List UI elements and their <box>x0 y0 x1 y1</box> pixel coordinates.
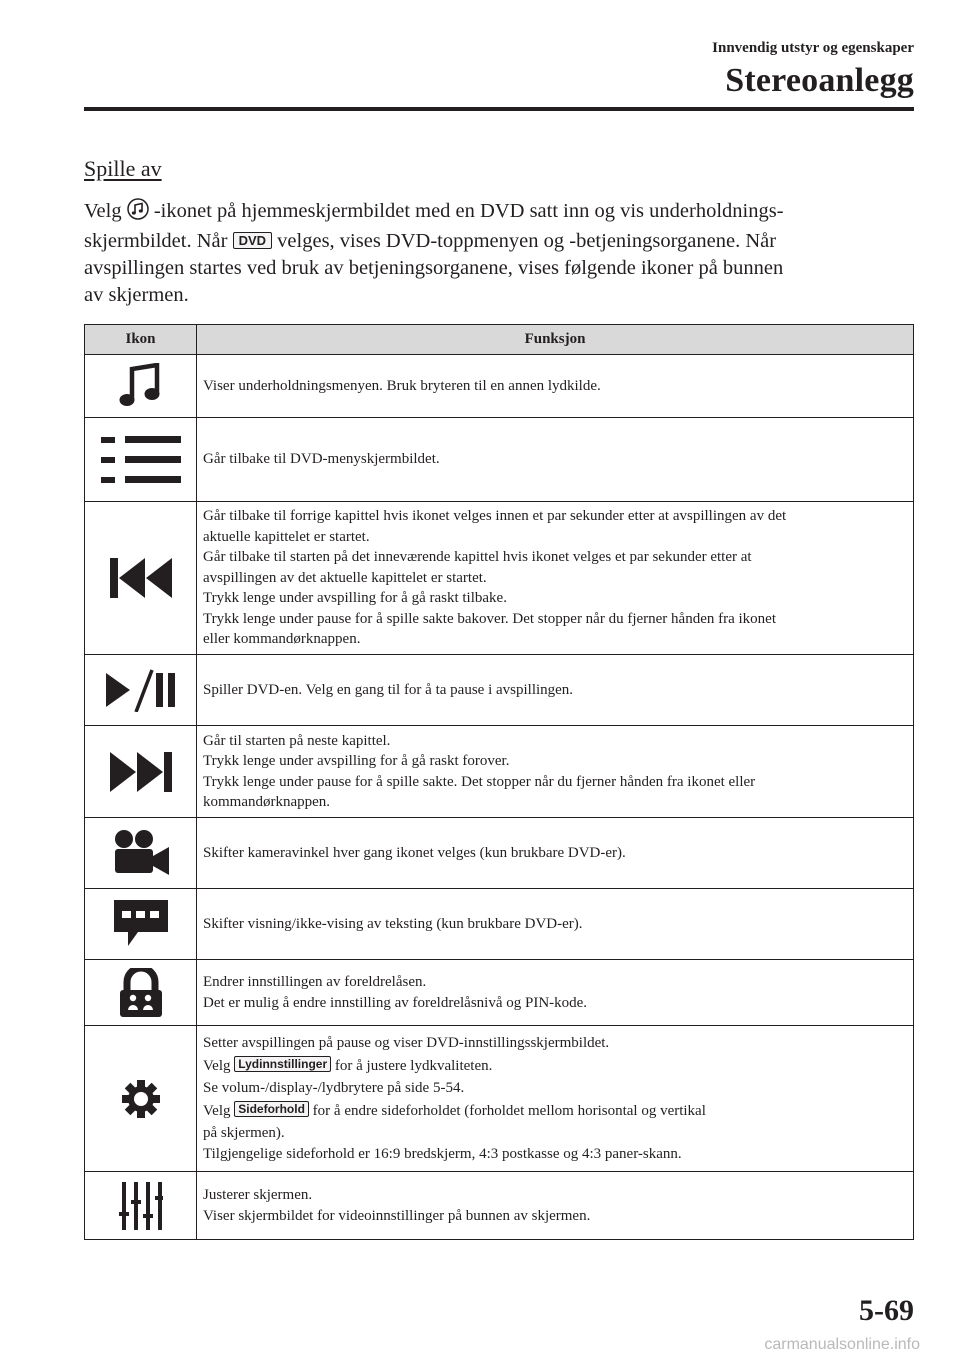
row-text: Trykk lenge under pause for å spille sakte bakover. Det stopper når du fjerner hånden fra ikonet <box>203 610 777 627</box>
intro-paragraph <box>84 198 884 309</box>
row-text: Se volum-/display-/lydbrytere på side 5-54. <box>203 1080 465 1096</box>
music-note-inline-icon <box>127 198 149 228</box>
table-row <box>85 502 914 655</box>
table-row <box>85 355 914 418</box>
row-text: Går tilbake til DVD-menyskjermbildet. <box>203 451 440 468</box>
row-text: Trykk lenge under avspilling for å gå raskt tilbake. <box>203 590 507 607</box>
row-text: Viser underholdningsmenyen. Bruk bryteren til en annen lydkilde. <box>203 377 601 394</box>
table-row <box>85 1026 914 1172</box>
function-table <box>84 324 914 1240</box>
camera-angle-icon <box>85 829 196 877</box>
row-text: eller kommandørknappen. <box>203 631 361 648</box>
row-text: Skifter kameravinkel hver gang ikonet velges (kun brukbare DVD-er). <box>203 844 626 861</box>
play-pause-icon <box>85 668 196 712</box>
intro-line-4: av skjermen. <box>84 284 189 306</box>
section-title: Spille av <box>84 156 162 181</box>
row-text: Går til starten på neste kapittel. <box>203 732 391 749</box>
row-text: kommandørknappen. <box>203 794 331 810</box>
dvd-key: DVD <box>233 232 272 249</box>
equalizer-icon <box>85 1182 196 1230</box>
col-icon-header: Ikon <box>85 325 197 355</box>
row-text: Justerer skjermen. <box>203 1187 313 1203</box>
sideforhold-key: Sideforhold <box>234 1101 309 1117</box>
table-row <box>85 960 914 1026</box>
row-text: Skifter visning/ikke-vising av teksting (kun brukbare DVD-er). <box>203 915 583 932</box>
music-note-icon <box>85 363 196 409</box>
parental-lock-icon <box>85 968 196 1018</box>
intro-line-1: Velg -ikonet på hjemmeskjermbildet med en DVD satt inn og vis underholdnings- <box>84 198 884 228</box>
table-row <box>85 818 914 889</box>
row-text: Velg Lydinnstillinger for å justere lydkvaliteten. <box>203 1056 493 1074</box>
table-row <box>85 655 914 726</box>
row-text: Spiller DVD-en. Velg en gang til for å ta pause i avspillingen. <box>203 681 574 698</box>
table-row <box>85 889 914 960</box>
row-text: Det er mulig å endre innstilling av foreldrelåsnivå og PIN-kode. <box>203 994 588 1011</box>
row-text: på skjermen). <box>203 1125 285 1141</box>
subtitle-icon <box>85 898 196 950</box>
table-row <box>85 726 914 818</box>
row-text: Setter avspillingen på pause og viser DVD-innstillingsskjermbildet. <box>203 1035 610 1051</box>
row-text: Trykk lenge under pause for å spille sakte. Det stopper når du fjerner hånden fra ikonet eller <box>203 773 756 790</box>
row-text: avspillingen av det aktuelle kapittelet er startet. <box>203 569 487 586</box>
header-title: Stereoanlegg <box>725 62 914 99</box>
row-text: Går tilbake til forrige kapittel hvis ikonet velges innen et par sekunder etter at avspillingen av det <box>203 508 787 525</box>
page-number: 5-69 <box>859 1294 914 1327</box>
table-row <box>85 418 914 502</box>
table-row <box>85 1172 914 1240</box>
col-function-header: Funksjon <box>197 325 914 355</box>
header-subtitle: Innvendig utstyr og egenskaper <box>712 40 914 56</box>
skip-forward-icon <box>85 752 196 792</box>
row-text: Velg Sideforhold for å endre sideforholdet (forholdet mellom horisontal og vertikal <box>203 1101 706 1119</box>
skip-back-icon <box>85 558 196 598</box>
row-text: aktuelle kapittelet er startet. <box>203 528 370 545</box>
intro-line-3: avspillingen startes ved bruk av betjeningsorganene, vises følgende ikoner på bunnen <box>84 257 784 279</box>
row-text: Går tilbake til starten på det inneværende kapittel hvis ikonet velges et par sekunder etter at <box>203 549 752 566</box>
watermark: carmanualsonline.info <box>764 1336 920 1353</box>
row-text: Tilgjengelige sideforhold er 16:9 bredskjerm, 4:3 postkasse og 4:3 paner-skann. <box>203 1145 682 1162</box>
row-text: Trykk lenge under avspilling for å gå raskt forover. <box>203 753 510 769</box>
header-rule <box>84 107 914 111</box>
intro-line-2: skjermbildet. Når DVD velges, vises DVD-toppmenyen og -betjeningsorganene. Når <box>84 230 777 252</box>
gear-icon <box>85 1080 196 1118</box>
lydinnstillinger-key: Lydinnstillinger <box>234 1056 331 1072</box>
row-text: Viser skjermbildet for videoinnstillinger på bunnen av skjermen. <box>203 1207 591 1224</box>
row-text: Endrer innstillingen av foreldrelåsen. <box>203 974 427 990</box>
menu-list-icon <box>85 436 196 484</box>
table-header-row <box>85 325 914 355</box>
